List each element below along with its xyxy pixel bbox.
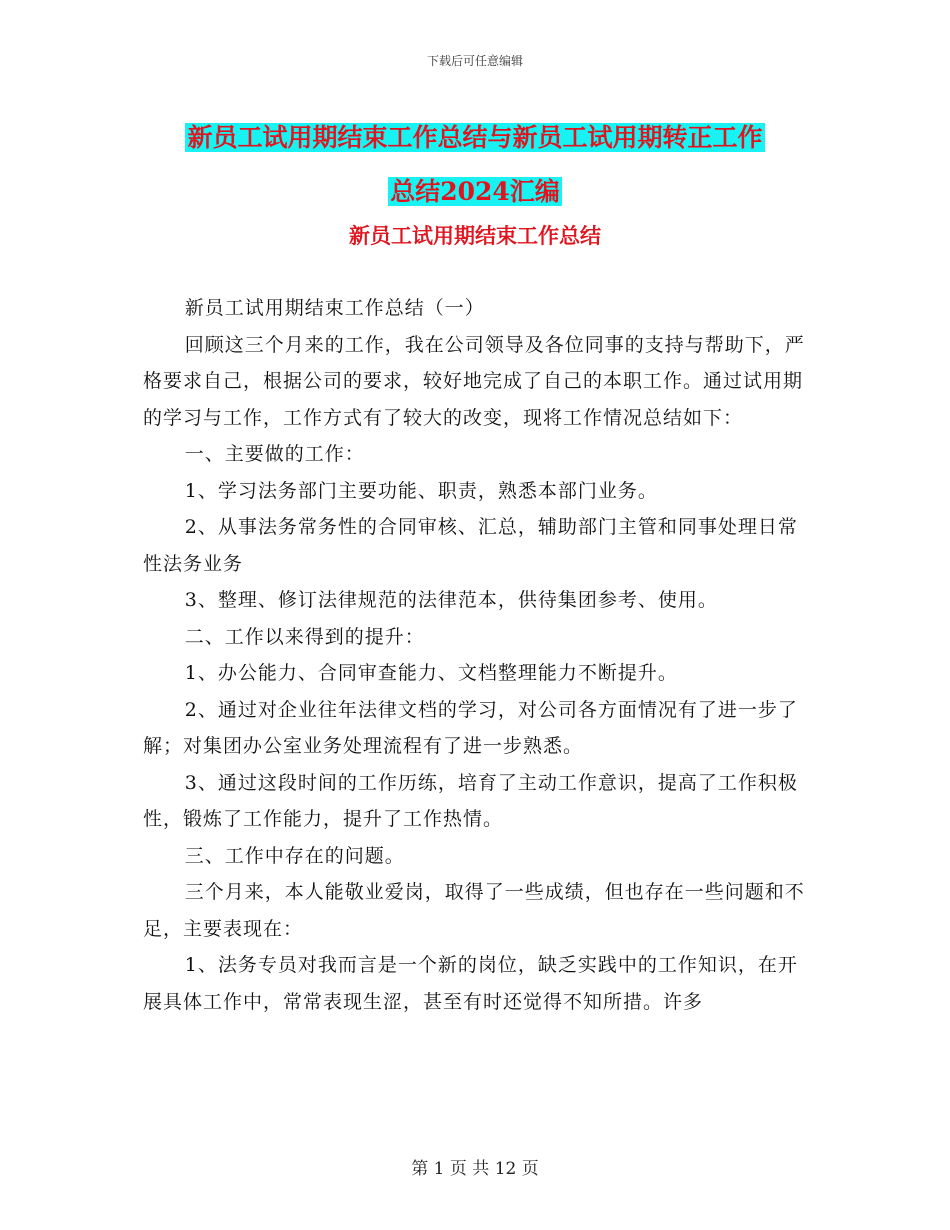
page-header: 下载后可任意编辑 — [426, 54, 523, 68]
paragraph: 三、工作中存在的问题。 — [184, 844, 405, 867]
document-title-line-1: 新员工试用期结束工作总结与新员工试用期转正工作 — [187, 123, 763, 152]
document-title — [0, 111, 950, 219]
paragraph: 1、学习法务部门主要功能、职责，熟悉本部门业务。 — [184, 479, 658, 502]
document-title-line-2: 总结2024汇编 — [390, 177, 560, 206]
paragraph: 回顾这三个月来的工作，我在公司领导及各位同事的支持与帮助下，严格要求自己，根据公司的要求，较好地完成了自己的本职工作。通过试用期的学习与工作，工作方式有了较大的改变，现将工作情况总结如下： — [143, 333, 805, 429]
body-text — [143, 290, 815, 1020]
paragraph: 2、从事法务常务性的合同审核、汇总，辅助部门主管和同事处理日常性法务业务 — [143, 516, 798, 575]
paragraph: 新员工试用期结束工作总结（一） — [184, 297, 485, 319]
paragraph: 1、法务专员对我而言是一个新的岗位，缺乏实践中的工作知识，在开展具体工作中，常常表现生涩，甚至有时还觉得不知所措。许多 — [143, 954, 798, 1013]
paragraph: 3、通过这段时间的工作历练，培育了主动工作意识，提高了工作积极性，锻炼了工作能力，提升了工作热情。 — [143, 771, 798, 830]
paragraph: 一、主要做的工作： — [184, 443, 365, 465]
section-title: 新员工试用期结束工作总结 — [349, 223, 601, 248]
paragraph: 三个月来，本人能敬业爱岗，取得了一些成绩，但也存在一些问题和不足，主要表现在： — [143, 881, 805, 940]
page-number: 第 1 页 共 12 页 — [411, 1159, 539, 1179]
paragraph: 2、通过对企业往年法律文档的学习，对公司各方面情况有了进一步了解；对集团办公室业务处理流程有了进一步熟悉。 — [143, 698, 798, 757]
paragraph: 二、工作以来得到的提升： — [184, 625, 425, 648]
paragraph: 1、办公能力、合同审查能力、文档整理能力不断提升。 — [184, 662, 678, 684]
paragraph: 3、整理、修订法律规范的法律范本，供待集团参考、使用。 — [184, 589, 718, 611]
